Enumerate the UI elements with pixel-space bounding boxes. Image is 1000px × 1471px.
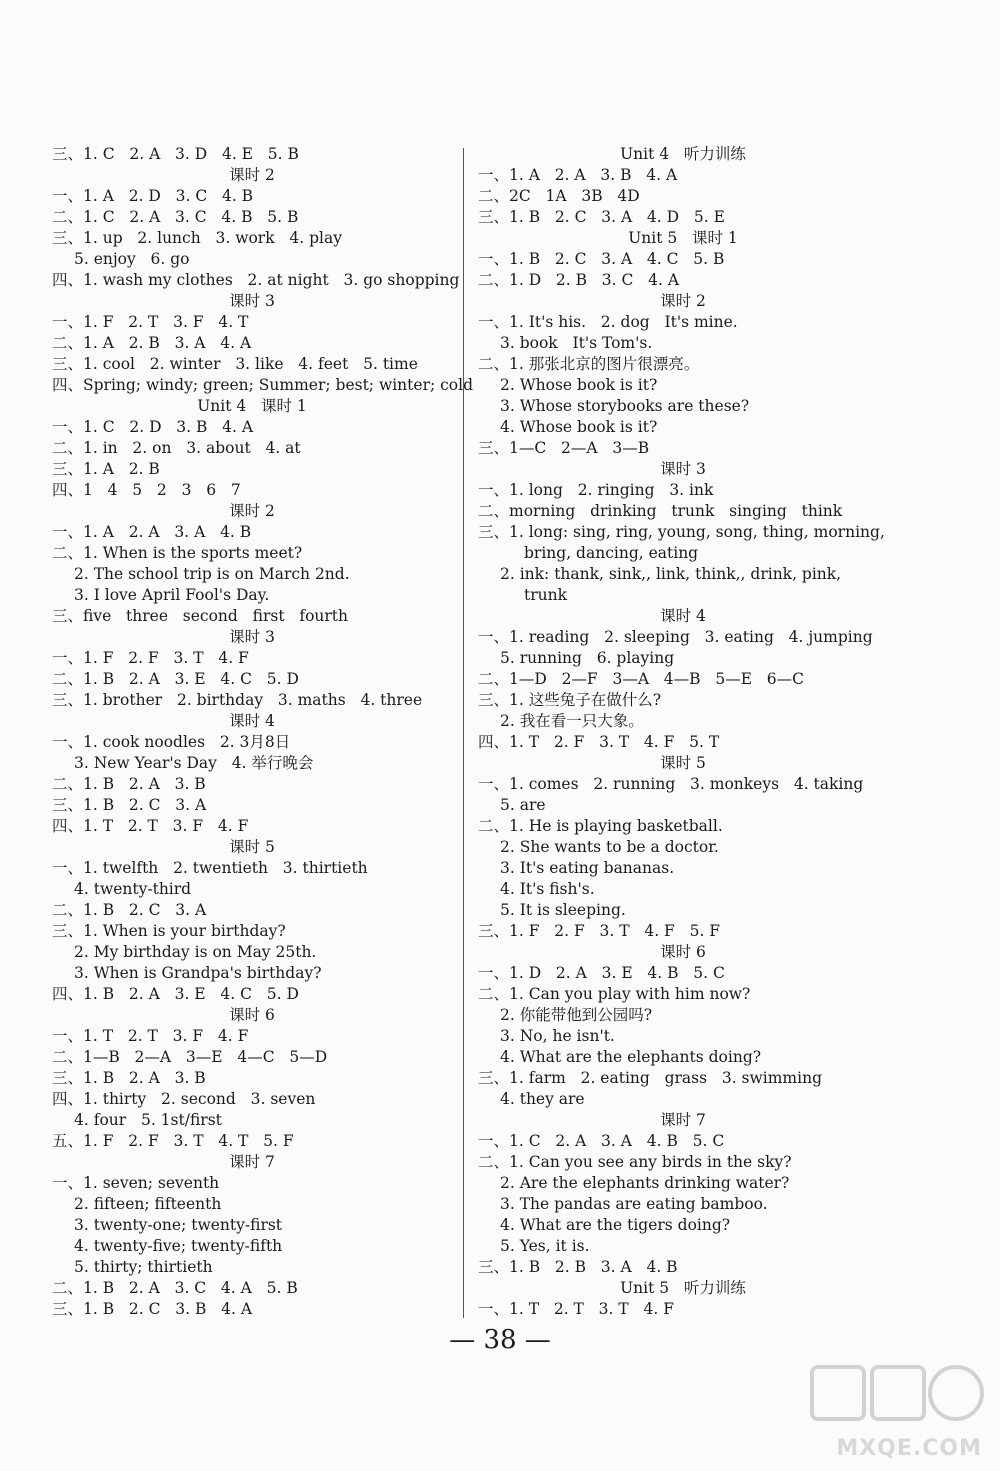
answer-line: 三、1. B 2. C 3. A — [52, 796, 207, 814]
answer-line: 四、1 4 5 2 3 6 7 — [52, 481, 241, 499]
section-heading: 课时 4 — [660, 607, 706, 625]
answer-line: 二、1. He is playing basketball. — [478, 817, 723, 835]
answer-line: 3. New Year's Day 4. 举行晚会 — [74, 754, 314, 772]
answer-line: 一、1. A 2. A 3. A 4. B — [52, 523, 252, 541]
answer-line: 一、1. T 2. T 3. T 4. F — [478, 1300, 674, 1318]
answer-line: 2. Whose book is it? — [500, 376, 658, 394]
answer-line: 2. Are the elephants drinking water? — [500, 1174, 790, 1192]
answer-line: 2. My birthday is on May 25th. — [74, 943, 317, 961]
answer-line: trunk — [524, 586, 567, 604]
answer-line: 二、1. When is the sports meet? — [52, 544, 303, 562]
answer-line: 三、1. C 2. A 3. D 4. E 5. B — [52, 145, 299, 163]
answer-line: 5. running 6. playing — [500, 649, 675, 667]
answer-line: 三、1. up 2. lunch 3. work 4. play — [52, 229, 342, 247]
answer-line: 三、1. When is your birthday? — [52, 922, 286, 940]
answer-line: 一、1. B 2. C 3. A 4. C 5. B — [478, 250, 725, 268]
answer-line: 三、1. B 2. A 3. B — [52, 1069, 206, 1087]
answer-line: 一、1. F 2. F 3. T 4. F — [52, 649, 249, 667]
answer-line: 二、1. Can you see any birds in the sky? — [478, 1153, 792, 1171]
answer-line: 三、1. brother 2. birthday 3. maths 4. three — [52, 691, 423, 709]
answer-line: 三、1. F 2. F 3. T 4. F 5. F — [478, 922, 721, 940]
column-divider — [463, 148, 464, 1318]
answer-line: 一、1. twelfth 2. twentieth 3. thirtieth — [52, 859, 368, 877]
answer-line: 二、1. Can you play with him now? — [478, 985, 751, 1003]
answer-line: 四、1. thirty 2. second 3. seven — [52, 1090, 316, 1108]
section-heading: 课时 5 — [229, 838, 275, 856]
answer-line: 3. Whose storybooks are these? — [500, 397, 750, 415]
answer-line: 四、1. T 2. F 3. T 4. F 5. T — [478, 733, 720, 751]
answer-line: 二、1. 那张北京的图片很漂亮。 — [478, 355, 700, 373]
page-number: — 38 — — [449, 1325, 551, 1355]
answer-line: bring, dancing, eating — [524, 544, 699, 562]
section-heading: 课时 2 — [660, 292, 706, 310]
answer-line: 3. It's eating bananas. — [500, 859, 675, 877]
answer-line: 一、1. seven; seventh — [52, 1174, 220, 1192]
answer-line: 3. No, he isn't. — [500, 1027, 615, 1045]
answer-line: 二、1. B 2. C 3. A — [52, 901, 207, 919]
answer-line: 三、five three second first fourth — [52, 607, 349, 625]
answer-line: 二、2C 1A 3B 4D — [478, 187, 640, 205]
answer-line: 一、1. F 2. T 3. F 4. T — [52, 313, 249, 331]
answer-line: 二、1. A 2. B 3. A 4. A — [52, 334, 252, 352]
watermark-logo — [808, 1361, 988, 1461]
answer-line: 三、1. B 2. B 3. A 4. B — [478, 1258, 678, 1276]
answer-line: 五、1. F 2. F 3. T 4. T 5. F — [52, 1132, 294, 1150]
answer-line: 一、1. It's his. 2. dog It's mine. — [478, 313, 738, 331]
answer-line: 3. book It's Tom's. — [500, 334, 653, 352]
answer-line: 二、1—D 2—F 3—A 4—B 5—E 6—C — [478, 670, 805, 688]
answer-line: 5. Yes, it is. — [500, 1237, 590, 1255]
answer-line: 4. they are — [500, 1090, 585, 1108]
answer-line: 3. When is Grandpa's birthday? — [74, 964, 322, 982]
answer-line: 三、1. B 2. C 3. A 4. D 5. E — [478, 208, 725, 226]
left-answer-column — [52, 144, 474, 1320]
answer-line: 三、1. farm 2. eating grass 3. swimming — [478, 1069, 822, 1087]
answer-line: 二、1. in 2. on 3. about 4. at — [52, 439, 301, 457]
answer-line: 5. are — [500, 796, 546, 814]
answer-line: 三、1. 这些兔子在做什么? — [478, 691, 662, 709]
answer-line: 四、1. B 2. A 3. E 4. C 5. D — [52, 985, 299, 1003]
section-heading: Unit 4 听力训练 — [620, 145, 746, 163]
answer-line: 2. ink: thank, sink,, link, think,, drink, pink, — [500, 565, 842, 583]
answer-line: 四、Spring; windy; green; Summer; best; winter; cold — [52, 376, 474, 394]
answer-line: 4. What are the tigers doing? — [500, 1216, 731, 1234]
answer-line: 一、1. C 2. A 3. A 4. B 5. C — [478, 1132, 725, 1150]
answer-line: 2. 我在看一只大象。 — [500, 712, 644, 730]
answer-line: 三、1. A 2. B — [52, 460, 160, 478]
section-heading: 课时 5 — [660, 754, 706, 772]
answer-line: 三、1—C 2—A 3—B — [478, 439, 650, 457]
answer-line: 四、1. T 2. T 3. F 4. F — [52, 817, 249, 835]
section-heading: Unit 5 课时 1 — [628, 229, 738, 247]
answer-line: 三、1. B 2. C 3. B 4. A — [52, 1300, 253, 1318]
section-heading: 课时 3 — [229, 628, 275, 646]
answer-line: 2. She wants to be a doctor. — [500, 838, 719, 856]
answer-line: 一、1. C 2. D 3. B 4. A — [52, 418, 254, 436]
answer-line: 4. It's fish's. — [500, 880, 595, 898]
answer-line: 3. twenty-one; twenty-first — [74, 1216, 283, 1234]
answer-line: 二、1. B 2. A 3. E 4. C 5. D — [52, 670, 299, 688]
answer-line: 4. twenty-five; twenty-fifth — [74, 1237, 283, 1255]
answer-line: 5. enjoy 6. go — [74, 250, 190, 268]
section-heading: 课时 3 — [229, 292, 275, 310]
right-answer-column — [478, 144, 888, 1320]
answer-line: 一、1. D 2. A 3. E 4. B 5. C — [478, 964, 725, 982]
answer-line: 二、1. B 2. A 3. C 4. A 5. B — [52, 1279, 298, 1297]
answer-line: 四、1. wash my clothes 2. at night 3. go shopping — [52, 271, 460, 289]
answer-line: 4. twenty-third — [74, 880, 192, 898]
answer-line: 三、1. long: sing, ring, young, song, thing, morning, — [478, 523, 885, 541]
answer-line: 2. 你能带他到公园吗? — [500, 1006, 653, 1024]
answer-line: 二、1. D 2. B 3. C 4. A — [478, 271, 680, 289]
section-heading: 课时 3 — [660, 460, 706, 478]
section-heading: 课时 7 — [660, 1111, 706, 1129]
answer-line: 二、1. B 2. A 3. B — [52, 775, 206, 793]
section-heading: 课时 2 — [229, 502, 275, 520]
section-heading: 课时 7 — [229, 1153, 275, 1171]
answer-line: 5. thirty; thirtieth — [74, 1258, 213, 1276]
answer-line: 一、1. A 2. D 3. C 4. B — [52, 187, 254, 205]
section-heading: Unit 4 课时 1 — [197, 397, 307, 415]
watermark-icon — [808, 1361, 988, 1431]
section-heading: Unit 5 听力训练 — [620, 1279, 746, 1297]
answer-line: 3. I love April Fool's Day. — [74, 586, 270, 604]
section-heading: 课时 4 — [229, 712, 275, 730]
answer-line: 4. What are the elephants doing? — [500, 1048, 762, 1066]
answer-line: 一、1. T 2. T 3. F 4. F — [52, 1027, 249, 1045]
answer-line: 5. It is sleeping. — [500, 901, 626, 919]
answer-line: 3. The pandas are eating bamboo. — [500, 1195, 768, 1213]
section-heading: 课时 6 — [229, 1006, 275, 1024]
answer-line: 二、1. C 2. A 3. C 4. B 5. B — [52, 208, 299, 226]
answer-line: 2. The school trip is on March 2nd. — [74, 565, 350, 583]
answer-line: 一、1. A 2. A 3. B 4. A — [478, 166, 678, 184]
answer-line: 二、morning drinking trunk singing think — [478, 502, 843, 520]
answer-line: 一、1. comes 2. running 3. monkeys 4. taking — [478, 775, 864, 793]
answer-line: 2. fifteen; fifteenth — [74, 1195, 222, 1213]
answer-line: 三、1. cool 2. winter 3. like 4. feet 5. time — [52, 355, 418, 373]
answer-line: 二、1—B 2—A 3—E 4—C 5—D — [52, 1048, 328, 1066]
answer-line: 4. four 5. 1st/first — [74, 1111, 222, 1129]
section-heading: 课时 2 — [229, 166, 275, 184]
answer-line: 4. Whose book is it? — [500, 418, 658, 436]
watermark-text: MXQE.COM — [836, 1436, 982, 1461]
answer-line: 一、1. long 2. ringing 3. ink — [478, 481, 714, 499]
section-heading: 课时 6 — [660, 943, 706, 961]
answer-line: 一、1. reading 2. sleeping 3. eating 4. jumping — [478, 628, 873, 646]
answer-line: 一、1. cook noodles 2. 3月8日 — [52, 733, 291, 751]
